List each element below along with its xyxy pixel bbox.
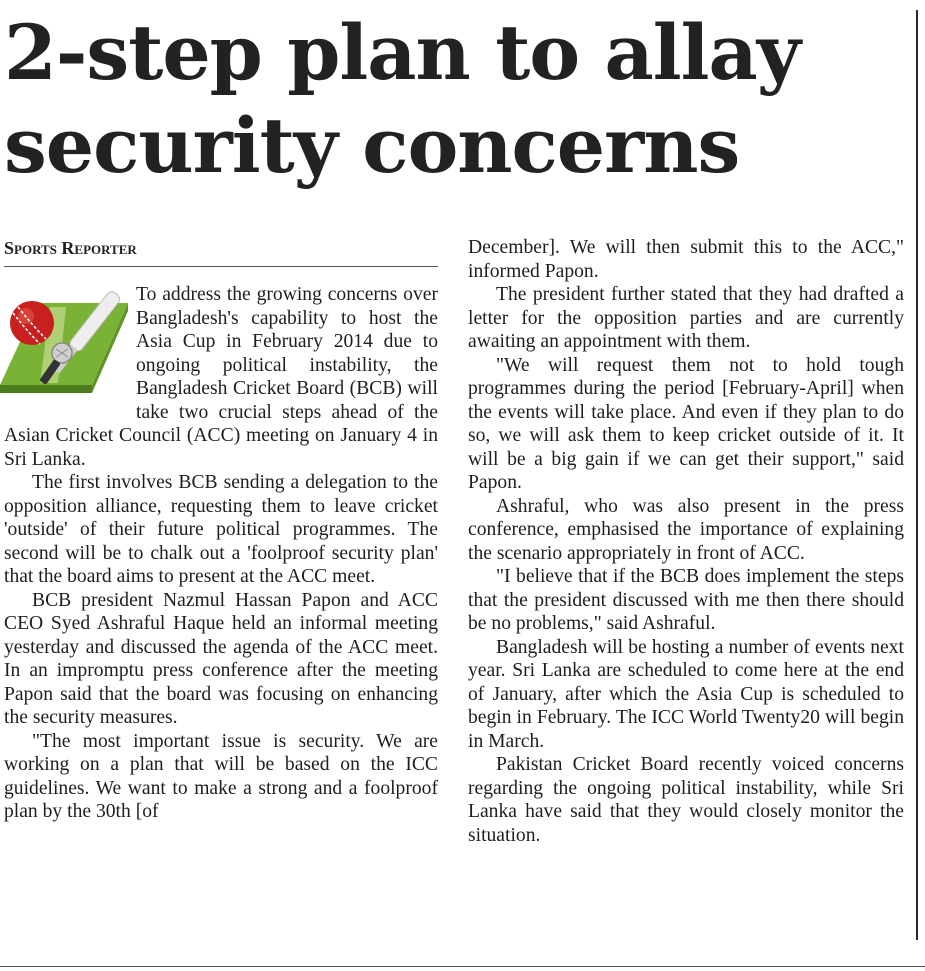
- cricket-ball-bat-microphone-icon: [0, 283, 128, 401]
- paragraph: The first involves BCB sending a delegation to the opposition alliance, requesting them to leave cricket 'outside' of their future political programmes. The second will be to chalk out a 'foolproof security plan' that the board aims to present at the ACC meet.: [4, 472, 438, 587]
- paragraph: Ashraful, who was also present in the press conference, emphasised the importance of explaining the scenario appropriately in front of ACC.: [468, 495, 904, 564]
- bottom-rule: [0, 966, 925, 967]
- paragraph: To address the growing concerns over Bangladesh's capability to host the Asia Cup in February 2014 due to ongoing political instability, the Bangladesh Cricket Board (BCB) will take two crucial steps ahead of the Asian Cricket Council (ACC) meeting on January 4 in Sri Lanka.: [4, 284, 438, 470]
- article-column-1: [4, 283, 438, 824]
- paragraph: "I believe that if the BCB does implement the steps that the president discussed with me then there should be no problems," said Ashraful.: [468, 566, 904, 634]
- byline: Sports Reporter: [4, 238, 137, 258]
- paragraph: BCB president Nazmul Hassan Papon and ACC CEO Syed Ashraful Haque held an informal meeting yesterday and discussed the agenda of the ACC meet. In an impromptu press conference after the meeting Papon said that the board was focusing on enhancing the security measures.: [4, 589, 438, 728]
- paragraph: "The most important issue is security. We are working on a plan that will be based on the ICC guidelines. We want to make a strong and a foolproof plan by the 30th [of: [4, 730, 438, 822]
- article-column-2: [468, 236, 904, 847]
- column-rule-right: [916, 10, 918, 940]
- byline-rule: [4, 266, 438, 267]
- paragraph: December]. We will then submit this to the ACC," informed Papon.: [468, 237, 904, 282]
- paragraph: Pakistan Cricket Board recently voiced concerns regarding the ongoing political instability, while Sri Lanka have said that they would closely monitor the situation.: [468, 754, 904, 846]
- paragraph: "We will request them not to hold tough programmes during the period [February-April] when the events will take place. And even if they plan to do so, we will ask them to keep cricket outside of it. It will be a big gain if we can get their support," said Papon.: [468, 354, 904, 493]
- paragraph: The president further stated that they had drafted a letter for the opposition parties and are currently awaiting an appointment with them.: [468, 284, 904, 352]
- paragraph: Bangladesh will be hosting a number of events next year. Sri Lanka are scheduled to come here at the end of January, after which the Asia Cup is scheduled to begin in February. The ICC World Twenty20 will begin in March.: [468, 636, 904, 752]
- headline: 2-step plan to allay security concerns: [4, 8, 800, 190]
